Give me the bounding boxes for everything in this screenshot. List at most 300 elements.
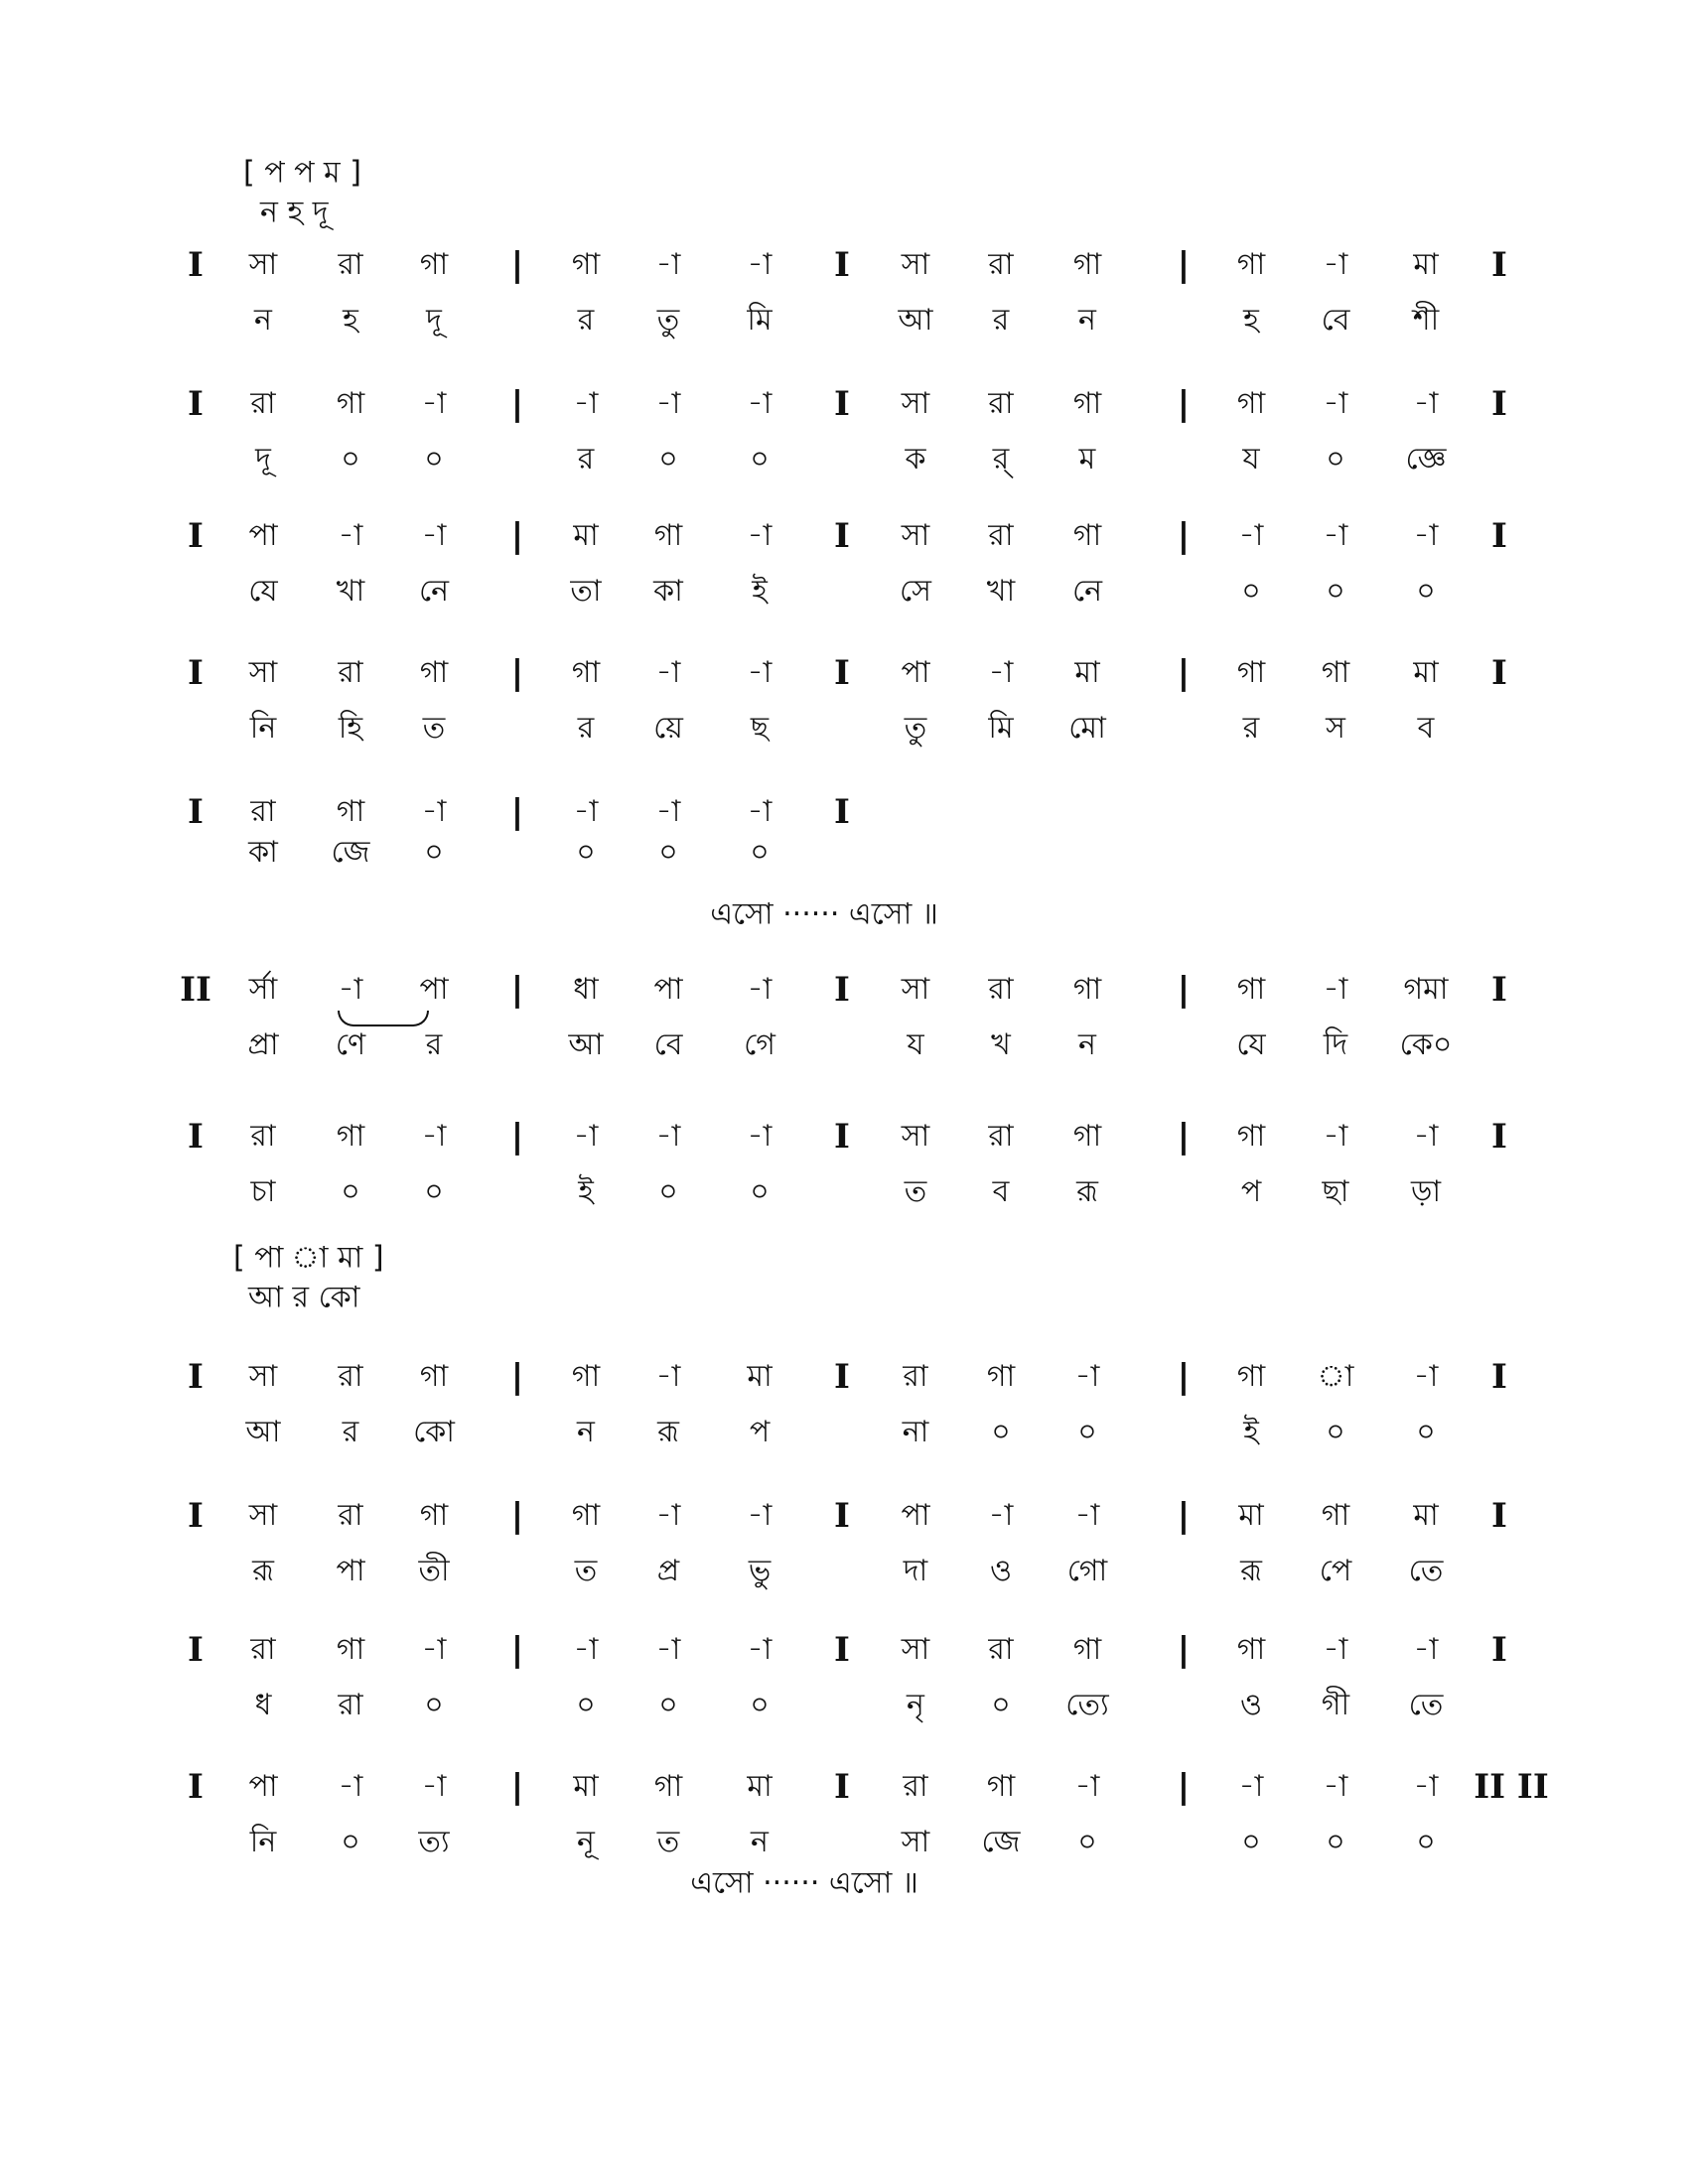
vibhag-mark: I xyxy=(188,516,204,556)
lyric-syllable: ০ xyxy=(576,1688,596,1722)
swara-note: গা xyxy=(419,1498,449,1533)
swara-note: গা xyxy=(986,1359,1016,1394)
bar-line: | xyxy=(510,1767,524,1807)
swara-note: গা xyxy=(1072,1119,1102,1154)
bar-line: | xyxy=(510,970,524,1010)
vibhag-mark: I xyxy=(1491,1357,1507,1397)
lyric-syllable: রূ xyxy=(657,1415,679,1449)
swara-note: গা xyxy=(986,1769,1016,1804)
swara-note: সা xyxy=(901,1632,930,1667)
lyric-syllable: ন xyxy=(254,303,272,338)
swara-note: পা xyxy=(248,518,278,553)
swara-note: রা xyxy=(250,794,276,829)
swara-note: -া xyxy=(988,1498,1014,1533)
swara-note: রা xyxy=(988,1632,1014,1667)
swara-note: -া xyxy=(1413,1359,1439,1394)
lyric-syllable: র xyxy=(342,1415,359,1449)
swara-note: -া xyxy=(655,794,681,829)
swara-note: গা xyxy=(1236,1359,1266,1394)
swara-note: -া xyxy=(747,972,773,1007)
swara-note: -া xyxy=(747,655,773,690)
lyric-syllable: বে xyxy=(1321,303,1350,338)
lyric-syllable: কা xyxy=(653,574,683,609)
swara-note: রা xyxy=(903,1769,928,1804)
lyric-syllable: ত xyxy=(422,711,446,746)
swara-note: -া xyxy=(1074,1769,1100,1804)
lyric-syllable: ০ xyxy=(1326,574,1345,609)
swara-note: -া xyxy=(1323,1769,1348,1804)
swara-note: রা xyxy=(988,518,1014,553)
lyric-syllable: রূ xyxy=(1076,1174,1098,1209)
lyric-syllable: ত xyxy=(656,1825,680,1859)
swara-note: গা xyxy=(1236,655,1266,690)
vibhag-mark: I xyxy=(834,1496,850,1536)
lyric-syllable: ব xyxy=(1417,711,1435,746)
swara-note: গা xyxy=(336,794,365,829)
vibhag-mark: I xyxy=(834,1630,850,1670)
lyric-syllable: ০ xyxy=(1077,1825,1097,1859)
swara-note: গা xyxy=(1236,1632,1266,1667)
swara-note: -া xyxy=(747,1498,773,1533)
bar-line: | xyxy=(1177,384,1191,424)
swara-note: -া xyxy=(421,1769,447,1804)
swara-note: গা xyxy=(571,1498,601,1533)
lyric-syllable: ০ xyxy=(991,1415,1011,1449)
lyric-syllable: ন xyxy=(751,1825,769,1859)
swara-note: গা xyxy=(419,1359,449,1394)
lyric-syllable: ০ xyxy=(750,442,770,477)
swara-note: -া xyxy=(747,794,773,829)
lyric-syllable: মি xyxy=(988,711,1014,746)
lyric-syllable: ও xyxy=(1239,1688,1263,1722)
swara-note: -া xyxy=(1238,1769,1264,1804)
lyric-syllable: ব xyxy=(992,1174,1010,1209)
swara-note: রা xyxy=(338,655,363,690)
lyric-syllable: চা xyxy=(250,1174,276,1209)
lyric-syllable: ই xyxy=(752,574,768,609)
lyric-syllable: ০ xyxy=(1326,442,1345,477)
lyric-syllable: ত xyxy=(904,1174,927,1209)
lyric-syllable: কে০ xyxy=(1399,1027,1453,1062)
swara-note: মা xyxy=(747,1769,773,1804)
lyric-syllable: ০ xyxy=(341,1174,360,1209)
lyric-syllable: ম xyxy=(1078,442,1096,477)
lyric-syllable: ০ xyxy=(576,835,596,870)
swara-note: -া xyxy=(1413,386,1439,421)
swara-note: -া xyxy=(747,1119,773,1154)
lyric-syllable: গে xyxy=(744,1027,775,1062)
swara-note: সা xyxy=(901,1119,930,1154)
swara-note: মা xyxy=(1074,655,1100,690)
lyric-syllable: ০ xyxy=(750,1174,770,1209)
lyric-syllable: ভু xyxy=(748,1554,772,1588)
swara-note: -া xyxy=(747,247,773,282)
swara-note: -া xyxy=(1238,518,1264,553)
vibhag-mark: I xyxy=(188,792,204,832)
swara-note: গা xyxy=(336,386,365,421)
lyric-syllable: ০ xyxy=(1416,1415,1436,1449)
lyric-syllable: ড়া xyxy=(1410,1174,1442,1209)
swara-note: -া xyxy=(655,1498,681,1533)
swara-note: গা xyxy=(1236,386,1266,421)
swara-note: পা xyxy=(419,972,449,1007)
bar-line: | xyxy=(1177,1496,1191,1536)
lyric-syllable: ছ xyxy=(750,711,770,746)
lyric-syllable: যে xyxy=(248,574,278,609)
swara-note: পা xyxy=(653,972,683,1007)
bar-line: | xyxy=(1177,1357,1191,1397)
swara-note: গা xyxy=(1236,1119,1266,1154)
lyric-syllable: প xyxy=(1240,1174,1262,1209)
vibhag-mark: I xyxy=(1491,245,1507,285)
bar-line: | xyxy=(1177,516,1191,556)
lyric-syllable: যে xyxy=(1236,1027,1266,1062)
vibhag-mark: I xyxy=(188,1630,204,1670)
lyric-syllable: য xyxy=(907,1027,924,1062)
lyric-syllable: ০ xyxy=(1326,1415,1345,1449)
lyric-syllable: রূ xyxy=(1240,1554,1262,1588)
lyric-syllable: দা xyxy=(903,1554,928,1588)
lyric-syllable: প্রা xyxy=(247,1027,279,1062)
swara-note: মা xyxy=(747,1359,773,1394)
lyric-syllable: হ xyxy=(343,303,358,338)
swara-note: মা xyxy=(573,518,599,553)
swara-note: -া xyxy=(1413,1632,1439,1667)
swara-note: ধা xyxy=(573,972,599,1007)
swara-note: সা xyxy=(248,1498,278,1533)
lyric-syllable: র xyxy=(577,303,595,338)
swara-note: -া xyxy=(655,1119,681,1154)
lyric-syllable: র xyxy=(425,1027,443,1062)
alt-swara-1: [ প প ম ] xyxy=(243,155,361,191)
swara-note: গা xyxy=(336,1119,365,1154)
swara-note: -া xyxy=(655,1359,681,1394)
vibhag-mark: I xyxy=(834,516,850,556)
swara-note: সা xyxy=(901,518,930,553)
swara-note: মা xyxy=(1413,1498,1439,1533)
swara-note: -া xyxy=(747,518,773,553)
swara-note: -া xyxy=(1413,1119,1439,1154)
swara-note: গা xyxy=(653,1769,683,1804)
vibhag-mark: I xyxy=(188,653,204,693)
lyric-syllable: দূ xyxy=(255,442,271,477)
bar-line: | xyxy=(510,653,524,693)
lyric-syllable: ০ xyxy=(1241,574,1261,609)
bar-line: | xyxy=(510,245,524,285)
lyric-syllable: তী xyxy=(418,1554,450,1588)
bar-line: | xyxy=(510,1117,524,1157)
lyric-syllable: আ xyxy=(898,303,933,338)
swara-note: পা xyxy=(901,655,930,690)
swara-note: মা xyxy=(1413,247,1439,282)
swara-note: গা xyxy=(336,1632,365,1667)
lyric-syllable: তে xyxy=(1408,1688,1444,1722)
swara-note: রা xyxy=(988,972,1014,1007)
swara-note: গা xyxy=(1072,518,1102,553)
lyric-syllable: ত্যে xyxy=(1065,1688,1109,1722)
swara-note: মা xyxy=(1413,655,1439,690)
lyric-syllable: গো xyxy=(1066,1554,1108,1588)
swara-note: রা xyxy=(250,1632,276,1667)
swara-note: রা xyxy=(988,386,1014,421)
vibhag-mark: I xyxy=(188,384,204,424)
vibhag-mark: I xyxy=(834,792,850,832)
lyric-syllable: গী xyxy=(1321,1688,1350,1722)
swara-note: গা xyxy=(419,247,449,282)
lyric-syllable: নূ xyxy=(577,1825,595,1859)
lyric-syllable: ০ xyxy=(658,1174,678,1209)
swara-note: -া xyxy=(1323,247,1348,282)
meend-arc xyxy=(338,1011,429,1026)
lyric-syllable: ০ xyxy=(991,1688,1011,1722)
swara-note: গা xyxy=(1072,386,1102,421)
swara-note: -া xyxy=(338,1769,363,1804)
swara-note: গা xyxy=(1236,247,1266,282)
swara-note: রা xyxy=(903,1359,928,1394)
lyric-syllable: ন xyxy=(1078,1027,1096,1062)
swara-note: মা xyxy=(1238,1498,1264,1533)
lyric-syllable: র xyxy=(1242,711,1260,746)
swara-note: গা xyxy=(571,247,601,282)
swara-note: -া xyxy=(655,386,681,421)
lyric-syllable: তে xyxy=(1408,1554,1444,1588)
swara-note: সা xyxy=(248,1359,278,1394)
lyric-syllable: ০ xyxy=(658,442,678,477)
swara-note: -া xyxy=(421,518,447,553)
swara-note: -া xyxy=(747,386,773,421)
lyric-syllable: ০ xyxy=(750,835,770,870)
swara-note: রা xyxy=(988,247,1014,282)
lyric-syllable: ০ xyxy=(658,835,678,870)
swara-note: রা xyxy=(338,1359,363,1394)
vibhag-mark: I xyxy=(834,1357,850,1397)
swara-note: -া xyxy=(421,794,447,829)
vibhag-mark: I xyxy=(1491,970,1507,1010)
lyric-syllable: ০ xyxy=(1416,574,1436,609)
lyric-syllable: ছা xyxy=(1322,1174,1349,1209)
bar-line: | xyxy=(510,384,524,424)
lyric-syllable: দি xyxy=(1323,1027,1348,1062)
lyric-syllable: ত xyxy=(574,1554,598,1588)
swara-note: সা xyxy=(901,247,930,282)
swara-note: গমা xyxy=(1403,972,1449,1007)
vibhag-mark: I xyxy=(1491,653,1507,693)
swara-note: রা xyxy=(250,1119,276,1154)
swara-note: -া xyxy=(655,655,681,690)
lyric-syllable: স xyxy=(1326,711,1345,746)
lyric-syllable: ০ xyxy=(341,442,360,477)
vibhag-mark: I xyxy=(188,1117,204,1157)
vibhag-mark: I xyxy=(1491,384,1507,424)
swara-note: গা xyxy=(571,655,601,690)
lyric-syllable: খা xyxy=(986,574,1016,609)
swara-note: গা xyxy=(1321,1498,1350,1533)
bar-line: | xyxy=(1177,970,1191,1010)
lyric-syllable: য়ে xyxy=(653,711,683,746)
lyric-syllable: ০ xyxy=(750,1688,770,1722)
lyric-syllable: আ xyxy=(245,1415,281,1449)
bar-line: | xyxy=(510,792,524,832)
swara-note: -া xyxy=(1323,1632,1348,1667)
bar-line: | xyxy=(510,1357,524,1397)
lyric-syllable: খ xyxy=(991,1027,1011,1062)
bar-line: | xyxy=(1177,653,1191,693)
swara-note: -া xyxy=(573,386,599,421)
lyric-syllable: সা xyxy=(901,1825,930,1859)
lyric-syllable: নে xyxy=(418,574,450,609)
lyric-syllable: ০ xyxy=(424,835,444,870)
swara-note: -া xyxy=(421,1632,447,1667)
lyric-syllable: রূ xyxy=(252,1554,274,1588)
lyric-syllable: প xyxy=(749,1415,771,1449)
lyric-syllable: দূ xyxy=(426,303,442,338)
lyric-syllable: ০ xyxy=(424,442,444,477)
lyric-syllable: পা xyxy=(336,1554,365,1588)
lyric-syllable: নে xyxy=(1071,574,1103,609)
swara-note: গা xyxy=(1072,1632,1102,1667)
bar-line: | xyxy=(1177,1117,1191,1157)
swara-note: র্সা xyxy=(248,972,278,1007)
bar-line: | xyxy=(1177,245,1191,285)
swara-note: -া xyxy=(573,794,599,829)
swara-note: -া xyxy=(1074,1498,1100,1533)
swara-note: গা xyxy=(1072,247,1102,282)
lyric-syllable: র xyxy=(577,442,595,477)
vibhag-mark: I xyxy=(834,1767,850,1807)
bar-line: | xyxy=(510,1496,524,1536)
swara-note: -া xyxy=(655,1632,681,1667)
lyric-syllable: ০ xyxy=(424,1688,444,1722)
swara-note: -া xyxy=(988,655,1014,690)
lyric-syllable: তু xyxy=(904,711,927,746)
swara-note: -া xyxy=(1323,1119,1348,1154)
swara-note: -া xyxy=(747,1632,773,1667)
vibhag-mark: I xyxy=(188,1357,204,1397)
lyric-syllable: ত্য xyxy=(418,1825,450,1859)
lyric-syllable: হ xyxy=(1243,303,1259,338)
lyric-syllable: র xyxy=(992,303,1010,338)
swara-note: -া xyxy=(338,972,363,1007)
refrain-1: এসো ······ এসো ॥ xyxy=(710,896,938,932)
swara-note: -া xyxy=(1323,518,1348,553)
vibhag-mark: I xyxy=(834,653,850,693)
lyric-syllable: ও xyxy=(989,1554,1013,1588)
lyric-syllable: য xyxy=(1242,442,1260,477)
lyric-syllable: ই xyxy=(578,1174,594,1209)
swara-note: মা xyxy=(573,1769,599,1804)
lyric-syllable: ০ xyxy=(1326,1825,1345,1859)
lyric-syllable: রা xyxy=(338,1688,363,1722)
lyric-syllable: খা xyxy=(336,574,365,609)
vibhag-mark: I xyxy=(834,1117,850,1157)
swara-note: রা xyxy=(250,386,276,421)
swara-note: -া xyxy=(421,1119,447,1154)
lyric-syllable: কো xyxy=(413,1415,455,1449)
vibhag-mark: I xyxy=(1491,516,1507,556)
vibhag-mark: I xyxy=(1491,1117,1507,1157)
vibhag-mark: II xyxy=(180,970,211,1010)
vibhag-mark: I xyxy=(188,245,204,285)
vibhag-mark: I xyxy=(834,970,850,1010)
alt-swara-2: [ পা া মা ] xyxy=(233,1240,384,1276)
swara-note: সা xyxy=(248,247,278,282)
lyric-syllable: মো xyxy=(1068,711,1106,746)
swara-note: -া xyxy=(1413,518,1439,553)
lyric-syllable: ই xyxy=(1243,1415,1259,1449)
swara-note: -া xyxy=(573,1632,599,1667)
bar-line: | xyxy=(1177,1630,1191,1670)
vibhag-mark: I xyxy=(188,1496,204,1536)
lyric-syllable: সে xyxy=(900,574,931,609)
refrain-2: এসো ······ এসো ॥ xyxy=(690,1865,918,1901)
vibhag-mark: I xyxy=(188,1767,204,1807)
swara-note: -া xyxy=(1323,386,1348,421)
lyric-syllable: ণে xyxy=(335,1027,366,1062)
lyric-syllable: নৃ xyxy=(907,1688,924,1722)
bar-line: | xyxy=(510,516,524,556)
lyric-syllable: কা xyxy=(248,835,278,870)
swara-note: -া xyxy=(1413,1769,1439,1804)
swara-note: রা xyxy=(338,1498,363,1533)
lyric-syllable: নি xyxy=(249,711,277,746)
swara-note: রা xyxy=(988,1119,1014,1154)
swara-note: া xyxy=(1317,1359,1354,1394)
swara-note: -া xyxy=(1323,972,1348,1007)
lyric-syllable: নি xyxy=(249,1825,277,1859)
lyric-syllable: পে xyxy=(1319,1554,1352,1588)
lyric-syllable: ০ xyxy=(341,1825,360,1859)
vibhag-mark: I xyxy=(834,384,850,424)
swara-note: -া xyxy=(573,1119,599,1154)
swara-note: গা xyxy=(571,1359,601,1394)
alt-lyric-2: আ র কো xyxy=(248,1280,360,1315)
lyric-syllable: ০ xyxy=(658,1688,678,1722)
lyric-syllable: জ্ঞে xyxy=(1405,442,1447,477)
lyric-syllable: ক xyxy=(905,442,926,477)
swara-note: সা xyxy=(248,655,278,690)
swara-note: -া xyxy=(338,518,363,553)
lyric-syllable: জে xyxy=(981,1825,1021,1859)
lyric-syllable: ০ xyxy=(1241,1825,1261,1859)
vibhag-mark: I xyxy=(834,245,850,285)
swara-note: পা xyxy=(901,1498,930,1533)
lyric-syllable: আ xyxy=(568,1027,604,1062)
swara-note: -া xyxy=(421,386,447,421)
lyric-syllable: ০ xyxy=(424,1174,444,1209)
swara-note: গা xyxy=(419,655,449,690)
lyric-syllable: শী xyxy=(1412,303,1440,338)
lyric-syllable: ০ xyxy=(1416,1825,1436,1859)
vibhag-mark: II II xyxy=(1474,1767,1549,1807)
lyric-syllable: প্র xyxy=(656,1554,680,1588)
swara-note: -া xyxy=(1074,1359,1100,1394)
lyric-syllable: তু xyxy=(656,303,680,338)
lyric-syllable: র xyxy=(577,711,595,746)
lyric-syllable: মি xyxy=(747,303,773,338)
lyric-syllable: ধ xyxy=(254,1688,272,1722)
lyric-syllable: হি xyxy=(338,711,363,746)
lyric-syllable: র্ xyxy=(992,442,1010,477)
lyric-syllable: তা xyxy=(570,574,602,609)
swara-note: গা xyxy=(1236,972,1266,1007)
swara-note: গা xyxy=(1072,972,1102,1007)
bar-line: | xyxy=(510,1630,524,1670)
swara-note: গা xyxy=(653,518,683,553)
swara-note: রা xyxy=(338,247,363,282)
vibhag-mark: I xyxy=(1491,1496,1507,1536)
swara-note: সা xyxy=(901,972,930,1007)
bar-line: | xyxy=(1177,1767,1191,1807)
